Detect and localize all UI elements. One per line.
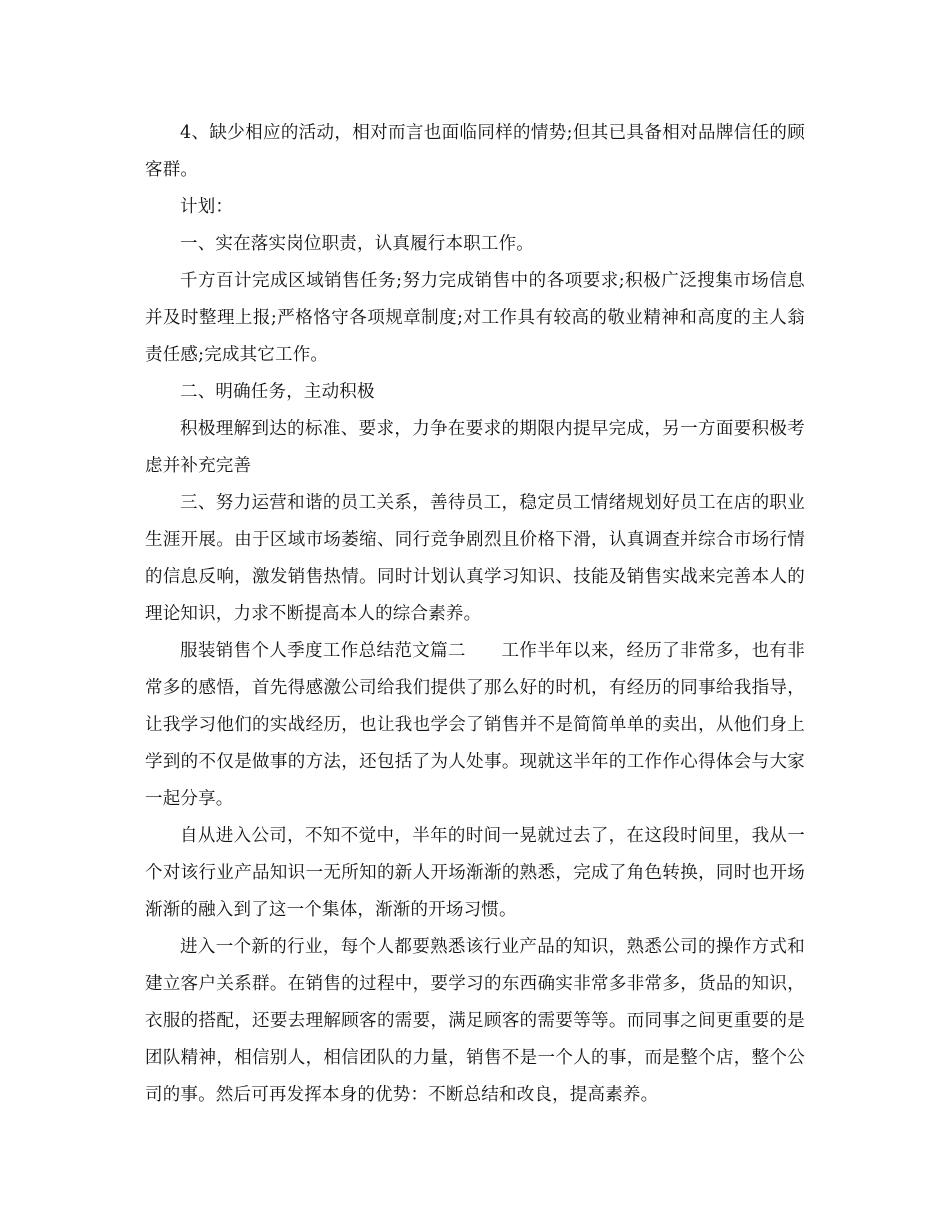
document-body	[145, 115, 805, 1114]
paragraph-new-industry: 进入一个新的行业，每个人都要熟悉该行业产品的知识，熟悉公司的操作方式和建立客户关系群。在销售的过程中，要学习的东西确实非常多非常多，货品的知识，衣服的搭配，还要去理解顾客的需要，满足顾客的需要等等。而同事之间更重要的是团队精神，相信别人，相信团队的力量，销售不是一个人的事，而是整个店，整个公司的事。然后可再发挥本身的优势：不断总结和改良，提高素养。	[145, 937, 805, 1105]
paragraph-plan-heading: 计划：	[180, 197, 234, 217]
paragraph-section-three: 三、努力运营和谐的员工关系，善待员工，稳定员工情绪规划好员工在店的职业生涯开展。由于区域市场萎缩、同行竞争剧烈且价格下滑，认真调查并综合市场行情的信息反响，激发销售热情。同时计划认真学习知识、技能及销售实战来完善本人的理论知识，力求不断提高本人的综合素养。	[145, 493, 805, 624]
paragraph-joining-company: 自从进入公司，不知不觉中，半年的时间一晃就过去了，在这段时间里，我从一个对该行业产品知识一无所知的新人开场渐渐的熟悉，完成了角色转换，同时也开场渐渐的融入到了这一个集体，渐渐的开场习惯。	[145, 826, 805, 920]
paragraph-section-two-heading: 二、明确任务，主动积极	[180, 382, 375, 402]
paragraph-article-two-intro: 服装销售个人季度工作总结范文篇二 工作半年以来，经历了非常多，也有非常多的感悟，首先得感激公司给我们提供了那么好的时机，有经历的同事给我指导，让我学习他们的实战经历，也让我也学会了销售并不是简简单单的卖出，从他们身上学到的不仅是做事的方法，还包括了为人处事。现就这半年的工作作心得体会与大家一起分享。	[145, 641, 805, 809]
paragraph-section-one-body: 千方百计完成区域销售任务;努力完成销售中的各项要求;积极广泛搜集市场信息并及时整理上报;严格恪守各项规章制度;对工作具有较高的敬业精神和高度的主人翁责任感;完成其它工作。	[145, 271, 805, 365]
paragraph-section-one-heading: 一、实在落实岗位职责，认真履行本职工作。	[180, 234, 534, 254]
paragraph-section-two-body: 积极理解到达的标准、要求，力争在要求的期限内提早完成，另一方面要积极考虑并补充完善	[145, 419, 805, 476]
paragraph-item-4: 4、缺少相应的活动，相对而言也面临同样的情势;但其已具备相对品牌信任的顾客群。	[145, 123, 805, 180]
